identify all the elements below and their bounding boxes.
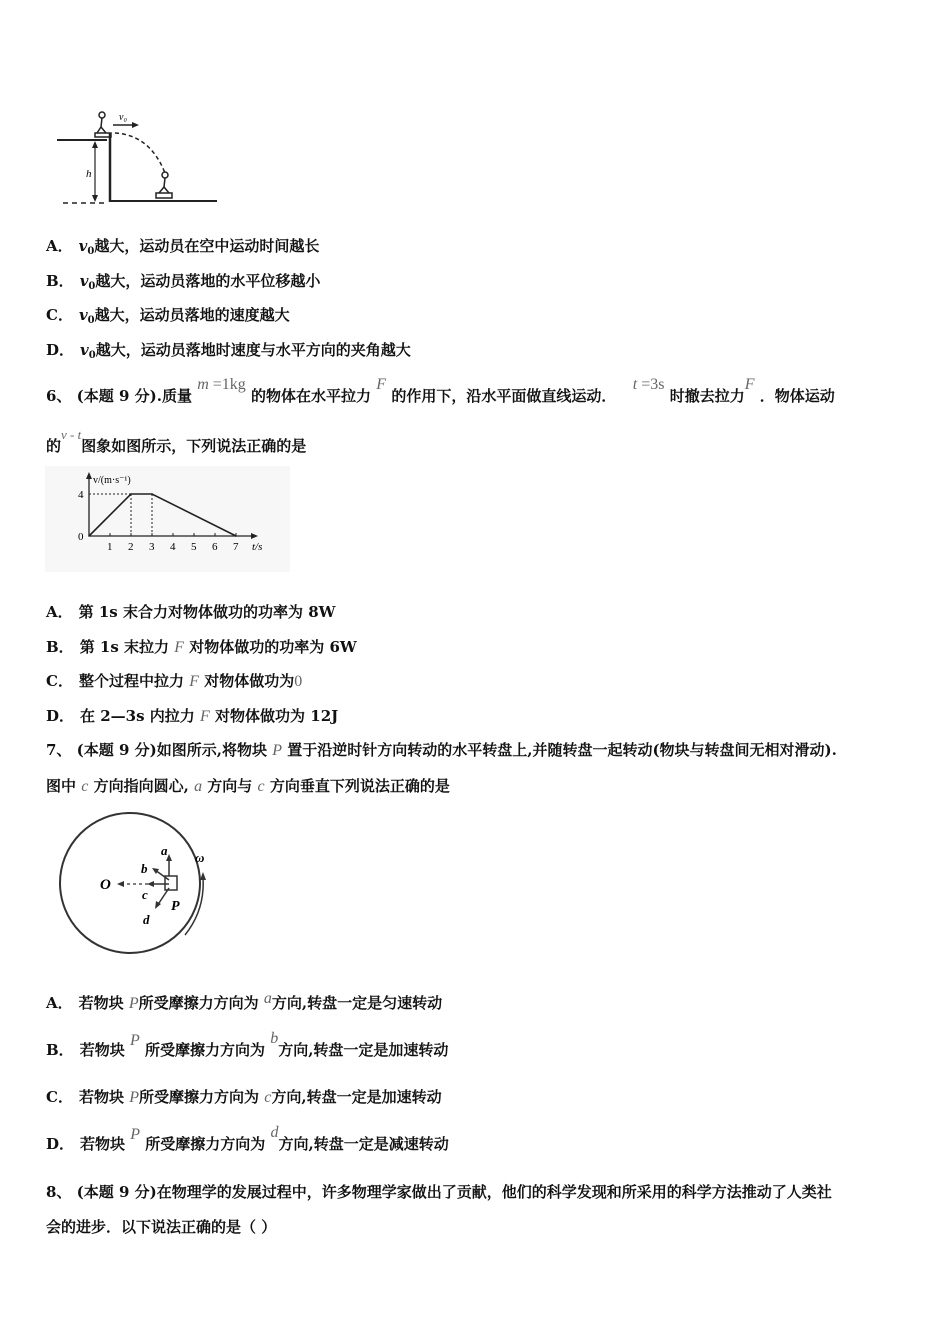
chart-data-point	[130, 493, 132, 495]
chart-x-tick-label: 3	[149, 541, 155, 553]
q6-option-d[interactable]: D． 在 2—3s 内拉力 F 对物体做功为 12J	[46, 707, 339, 725]
q5-projectile-figure	[55, 105, 220, 207]
chart-data-point	[235, 535, 237, 537]
q5-option-a[interactable]: A． $v_0$越大，运动员在空中运动时间越长	[46, 237, 320, 257]
label-a: a	[161, 843, 168, 858]
q7-turntable-figure	[45, 810, 225, 960]
q6-option-b[interactable]: B． 第 1s 末拉力 F 对物体做功的功率为 6W	[46, 638, 357, 656]
q7-option-c[interactable]: C． 若物块 P所受摩擦力方向为 c方向,转盘一定是加速转动	[46, 1088, 442, 1106]
chart-background	[45, 466, 290, 572]
q8-stem-line-1: 8、 (本题 9 分)在物理学的发展过程中，许多物理学家做出了贡献，他们的科学发现和所采用的科学方法推动了人类社	[46, 1183, 832, 1201]
q5-option-d[interactable]: D． $v_0$越大，运动员落地时速度与水平方向的夹角越大	[46, 341, 411, 361]
skier-start-icon	[95, 112, 111, 137]
q7-option-b[interactable]: B． 若物块 P 所受摩擦力方向为 b方向,转盘一定是加速转动	[46, 1030, 449, 1059]
label-b: b	[141, 861, 148, 876]
skier-landed-icon	[156, 172, 172, 198]
q7-option-a[interactable]: A． 若物块 P所受摩擦力方向为 a方向,转盘一定是匀速转动	[46, 990, 443, 1012]
chart-y-tick-label: 4	[78, 489, 84, 501]
q8-stem-line-2: 会的进步．以下说法正确的是（ ）	[46, 1218, 277, 1236]
center-O-label: O	[100, 877, 111, 893]
q5-option-b[interactable]: B． $v_0$越大，运动员落地的水平位移越小	[46, 272, 321, 292]
chart-x-tick-label: 1	[107, 541, 113, 553]
label-omega: ω	[195, 850, 205, 865]
q7-option-d[interactable]: D． 若物块 P 所受摩擦力方向为 d方向,转盘一定是减速转动	[46, 1124, 449, 1153]
q6-vt-chart	[45, 466, 290, 572]
chart-x-tick-label: 5	[191, 541, 197, 553]
q6-stem-line-1: 6、 (本题 9 分).质量 m =1kg 的物体在水平拉力 F 的作用下，沿水平面做直线运动． t =3s 时撤去拉力F ．物体运动	[46, 376, 835, 405]
label-c: c	[142, 887, 148, 902]
chart-x-tick-label: 6	[212, 541, 218, 553]
q7-stem-line-2: 图中 c 方向指向圆心, a 方向与 c 方向垂直下列说法正确的是	[46, 777, 450, 795]
math-mass: m =1kg	[197, 376, 246, 393]
trajectory-curve	[115, 133, 165, 173]
chart-x-tick-label: 7	[233, 541, 239, 553]
chart-data-point	[88, 535, 90, 537]
q7-stem-line-1: 7、 (本题 9 分)如图所示,将物块 P 置于沿逆时针方向转动的水平转盘上,并随转盘一起转动(物块与转盘间无相对滑动).	[46, 741, 837, 759]
chart-data-point	[151, 493, 153, 495]
q6-stem-line-2: 的v - t图象如图所示，下列说法正确的是	[46, 427, 307, 455]
chart-x-axis-label: t/s	[252, 541, 263, 553]
label-d: d	[143, 912, 150, 927]
chart-x-tick-label: 4	[170, 541, 176, 553]
q6-option-a[interactable]: A． 第 1s 末合力对物体做功的功率为 8W	[46, 603, 336, 621]
q6-option-c[interactable]: C． 整个过程中拉力 F 对物体做功为0	[46, 672, 303, 690]
math-time: t =3s	[632, 376, 665, 393]
chart-x-tick-label: 2	[128, 541, 134, 553]
chart-y-axis-label: v/(m·s⁻¹)	[93, 475, 131, 486]
turntable-circle	[60, 813, 200, 953]
v0-label: v₀	[119, 112, 127, 123]
q5-option-c[interactable]: C． $v_0$越大，运动员落地的速度越大	[46, 306, 290, 326]
chart-origin-label: 0	[78, 531, 84, 543]
h-label: h	[86, 168, 92, 180]
label-P: P	[171, 899, 180, 914]
